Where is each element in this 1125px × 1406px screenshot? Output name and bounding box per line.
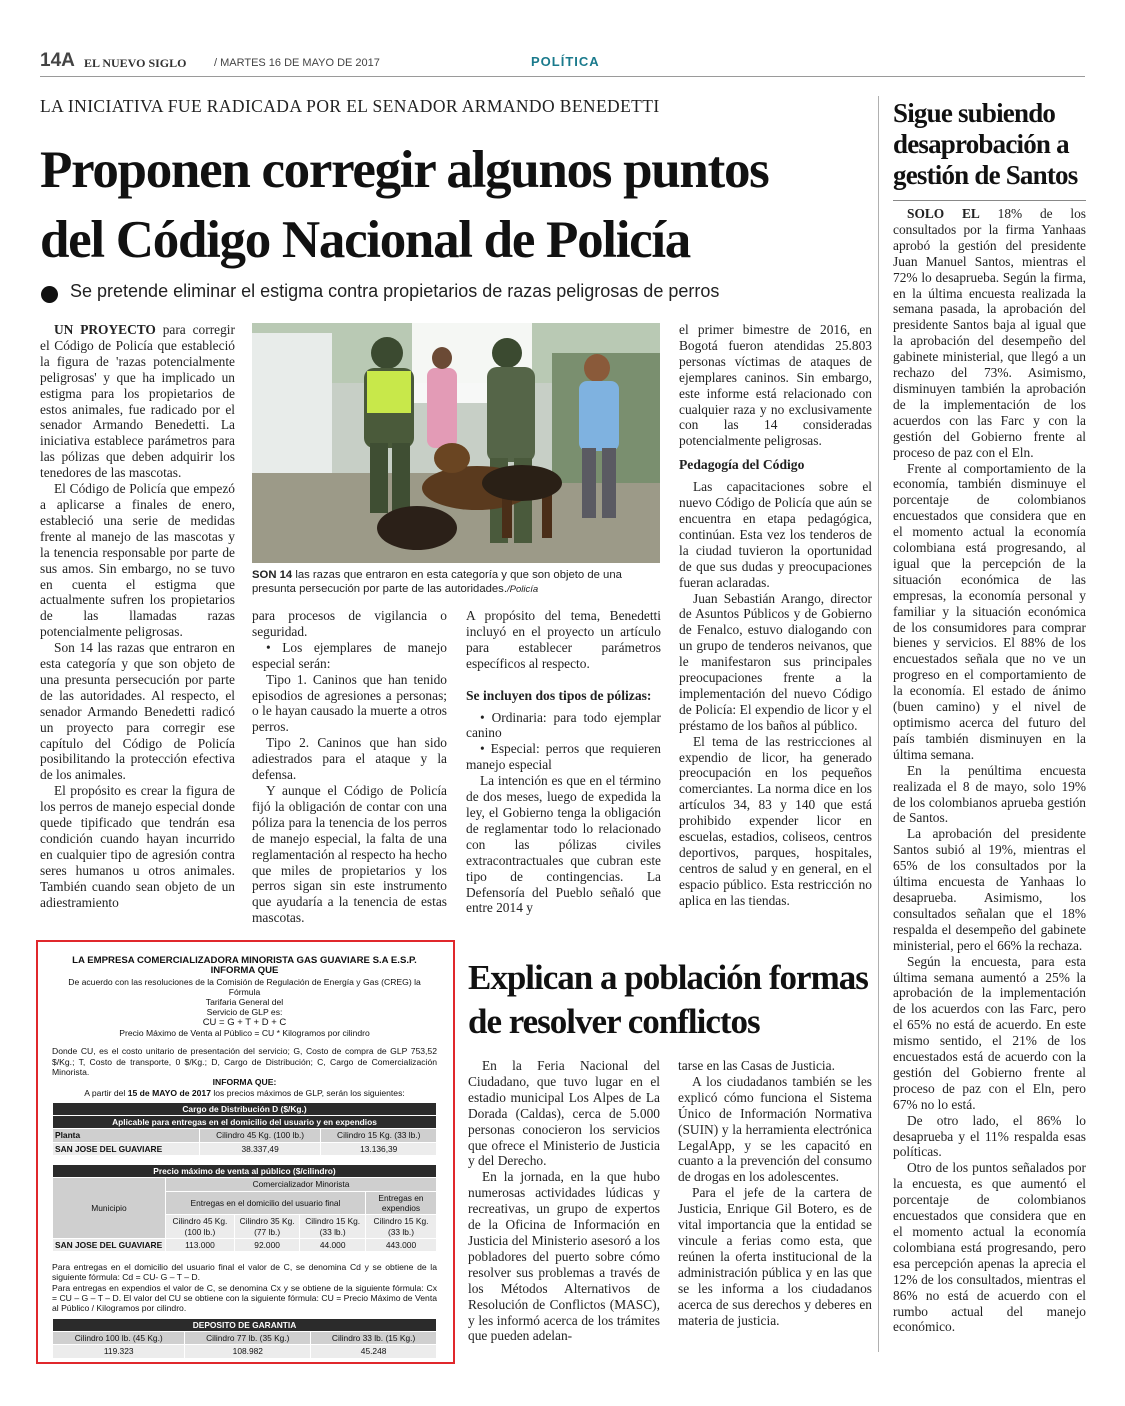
paragraph: En la jornada, en la que hubo numerosas actividades lúdicas y recreativas, un grupo de expertos de la Oficina de Información en Justicia del Ministerio asesoró a los pobladores del puerto sobre cómo resolver sus problemas a través de los Métodos Alternativos de Resolución de Conflictos (MASC), y les informó acerca de los trámites que pueden adelan- xyxy=(468,1169,660,1344)
article-photo xyxy=(252,323,660,563)
paragraph: Según la encuesta, para esta última semana aumentó a 25% la aprobación de la implementación de los acuerdos con las Farc, pero el 65% no está de acuerdo. En este mismo sentido, el 21% de los encuestados está de acuerdo con la gestión del Gobierno frente al proceso de paz con el Eln, pero 67% no lo está. xyxy=(893,953,1086,1112)
max-price-table xyxy=(52,1164,437,1252)
paragraph: Otro de los puntos señalados por la encuesta, es que aumentó el porcentaje de colombianos encuestados que considera que en el momento actual la economía colombiana está progresando, pero esa percepción apenas la aprecia el 12% de los consultados, mientras el 86% no está de acuerdo con el rumbo actual del manejo económico. xyxy=(893,1160,1086,1335)
ad-servicio: Servicio de GLP es: xyxy=(206,1007,283,1018)
paragraph: En la penúltima encuesta realizada el 8 de mayo, solo 19% de los colombianos aprueba gestión de Santos. xyxy=(893,762,1086,826)
paragraph: El Código de Policía que empezó a aplicarse a finales de enero, estableció una serie de medidas frente al manejo de las mascotas y la tenencia responsable por parte de sus amos. Sin embargo, no se tuvo en cuenta el estigma que actualmente sufren los propietarios de las llamadas razas potencialmente peligrosas. xyxy=(40,481,235,640)
table-header: Cilindro 15 Kg. (33 lb.) xyxy=(300,1215,366,1239)
table-cell: 92.000 xyxy=(234,1238,300,1251)
subheadline: Se pretende eliminar el estigma contra propietarios de razas peligrosas de perros xyxy=(70,281,720,301)
table-cell: 108.982 xyxy=(185,1345,311,1358)
table-header: Cilindro 77 lb. (35 Kg.) xyxy=(185,1331,311,1344)
table-header: Cilindro 35 Kg. (77 lb.) xyxy=(234,1215,300,1239)
caption-lead: SON 14 xyxy=(252,569,293,581)
table-cell: 119.323 xyxy=(53,1345,185,1358)
bullet-item: • Especial: perros que requieren manejo especial xyxy=(466,741,661,773)
table-header: Cilindro 45 Kg. (100 lb.) xyxy=(166,1215,235,1239)
paragraph: El propósito es crear la figura de los perros de manejo especial donde quede tipificado que tendrán esa condición cuando hayan incurrido en cualquier tipo de agresión contra seres humanos u otros animales. También cuando sean objeto de un adiestramiento xyxy=(40,783,235,910)
paragraph xyxy=(40,322,235,481)
publication-date: / MARTES 16 DE MAYO DE 2017 xyxy=(214,57,380,69)
paragraph: Son 14 las razas que entraron en esta categoría y que son objeto de una presunta persecución por parte de las autoridades. Al respecto, el senador Armando Benedetti radicó un proyecto para corregir ese capítulo del Código de Policía posibilitando la protección efectiva de los animales. xyxy=(40,640,235,783)
ad-formula-2: Precio Máximo de Venta al Público = CU * Kilogramos por cilindro xyxy=(119,1028,370,1039)
main-column-1 xyxy=(40,322,235,911)
caption-text: las razas que entraron en esta categoría y que son objeto de una presunta persecución por parte de las autoridades. xyxy=(252,569,622,595)
ad-intro: De acuerdo con las resoluciones de la Comisión de Regulación de Energía y Gas (CREG) la Fórmula xyxy=(68,976,421,997)
section-label: POLÍTICA xyxy=(531,54,600,69)
table-subtitle: Aplicable para entregas en el domicilio del usuario y en expendios xyxy=(53,1116,437,1129)
distribution-charge-table xyxy=(52,1102,437,1156)
table-header: Planta xyxy=(53,1129,200,1142)
bullet-item: • Ordinaria: para todo ejemplar canino xyxy=(466,709,661,741)
paragraph: El tema de las restricciones al expendio de licor, ha generado preocupación en los pequeños comerciantes. La norma dice en los artículos 34, 83 y 140 que está prohibido expender licor en escuelas, estadios, coliseos, centros deportivos, parques, hospitales, centros de salud y en general, en el espacio público. Esta restricción no aplica en las tiendas. xyxy=(679,733,872,908)
table-header: Comercializador Minorista xyxy=(166,1178,437,1191)
table-header: Cilindro 15 Kg. (33 lb.) xyxy=(321,1129,437,1142)
table-cell: 38.337,49 xyxy=(199,1142,321,1155)
ad-content xyxy=(52,956,437,1359)
gas-price-advertisement xyxy=(36,940,455,1364)
sidebar-headline: Sigue subiendo desaprobación a gestión de Santos xyxy=(893,98,1078,190)
paragraph: para procesos de vigilancia o seguridad. xyxy=(252,608,447,639)
paragraph: el primer bimestre de 2016, en Bogotá fueron atendidas 25.803 personas víctimas de ataques de ejemplares caninos. Sin embargo, este informe está relacionado con cualquier raza y no exclusivamente con las 14 consideradas potencialmente peligrosas. xyxy=(679,322,872,449)
ad-definitions: Donde CU, es el costo unitario de presentación del servicio; G, Costo de compra de GLP 753,52 $/Kg.; T, Costo de transporte, 0 $/Kg.; D, Cargo de Distribución; C, Cargo de Comercialización Minorista. xyxy=(52,1046,437,1077)
paragraph: Tipo 1. Caninos que han tenido episodios de agresiones a personas; o le hayan causado la muerte a otros perros. xyxy=(252,671,447,735)
table-header: Entregas en expendios xyxy=(365,1191,436,1215)
table-cell: 44.000 xyxy=(300,1238,366,1251)
table-title: DEPOSITO DE GARANTIA xyxy=(53,1318,437,1331)
ad-informa: INFORMA QUE xyxy=(210,965,279,977)
second-column-2 xyxy=(678,1058,872,1328)
bullet-icon xyxy=(41,286,58,303)
column-divider xyxy=(878,96,879,1352)
paragraph: tarse en las Casas de Justicia. xyxy=(678,1058,835,1073)
sidebar-column xyxy=(893,206,1086,1335)
ad-note-2: Para entregas en expendios el valor de C, se denomina Cx y se obtiene de la siguiente fórmula: Cx = CU – G – T – D. El valor del CU se obtiene con la siguiente fórmula: CU = Precio Máximo de Venta al Público / Kilogramos por cilindro. xyxy=(52,1282,437,1314)
subsection-heading: Se incluyen dos tipos de pólizas: xyxy=(466,687,652,703)
paragraph: Las capacitaciones sobre el nuevo Código de Policía que aún se encuentra en etapa pedagógica, continúan. Esta vez los tenderos de la ciudad tuvieron la oportunidad de que sus dudas y preocupaciones fueran aclaradas. xyxy=(679,479,872,590)
paragraph: En la Feria Nacional del Ciudadano, que tuvo lugar en el estadio municipal Los Alpes de La Dorada (Caldas), cerca de 5.000 personas conocieron los servicios que ofrece el Ministerio de Justicia y del Derecho. xyxy=(468,1058,660,1169)
main-column-3 xyxy=(466,608,661,916)
page-number: 14A xyxy=(40,50,75,71)
ad-effective-date xyxy=(52,1088,437,1098)
table-header: Municipio xyxy=(53,1178,166,1238)
sidebar-rule xyxy=(893,200,1086,201)
table-cell: SAN JOSE DEL GUAVIARE xyxy=(53,1142,200,1155)
table-title: Precio máximo de venta al público ($/cilindro) xyxy=(53,1165,437,1178)
table-cell: 13.136,39 xyxy=(321,1142,437,1155)
main-column-2 xyxy=(252,608,447,926)
main-column-4 xyxy=(679,322,872,909)
paragraph: La intención es que en el término de dos meses, luego de expedida la ley, el Gobierno tenga la obligación de reglamentar todo lo relacionado con las pólizas civiles extracontractuales que cubran este tipo de contingencias. La Defensoría del Pueblo señaló que entre 2014 y xyxy=(466,773,661,916)
paragraph: Tipo 2. Caninos que han sido adiestrados para el ataque y la defensa. xyxy=(252,735,447,783)
table-header: Cilindro 45 Kg. (100 lb.) xyxy=(199,1129,321,1142)
subsection-heading: Pedagogía del Código xyxy=(679,457,805,473)
paragraph: A los ciudadanos también se les explicó cómo funciona el Sistema Único de Información Normativa (SUIN) y la herramienta electrónica LegalApp, y se les capacitó en cuanto a la prevención del consumo de drogas en los adolescentes. xyxy=(678,1073,872,1185)
second-headline-line-1: Explican a población formas xyxy=(468,958,868,997)
ad-formula-1: CU = G + T + D + C xyxy=(202,1016,287,1028)
paragraph xyxy=(893,206,1086,461)
date-value: 15 de MAYO de 2017 xyxy=(127,1087,211,1098)
lead-in: UN PROYECTO xyxy=(54,322,156,337)
paragraph: • Los ejemplares de manejo especial serán: xyxy=(252,639,447,671)
newspaper-name: EL NUEVO SIGLO xyxy=(84,56,187,70)
paragraph: La aprobación del presidente Santos subió al 19%, mientras el 65% de los consultados por la última encuesta de Yanhaas lo desaprueba. Asimismo, los consultados señalan que el 18% respalda el desempeño del gabinete ministerial, pero el 66% la rechaza. xyxy=(893,826,1086,953)
table-header: Cilindro 33 lb. (15 Kg.) xyxy=(311,1331,437,1344)
paragraph: De otro lado, el 86% lo desaprueba y el 11% respalda esas políticas. xyxy=(893,1112,1086,1160)
ad-informa-2: INFORMA QUE: xyxy=(212,1077,277,1088)
table-cell: 443.000 xyxy=(365,1238,436,1251)
ad-note-1: Para entregas en el domicilio del usuario final el valor de C, se denomina Cd y se obtiene de la siguiente fórmula: Cd = CU- G – T – D. xyxy=(52,1262,437,1283)
second-column-1 xyxy=(468,1058,660,1344)
paragraph-text: 18% de los consultados por la firma Yanhaas aprobó la gestión del presidente Juan Manuel Santos, mientras el 72% lo desaprueba. Según la firma, en la última encuesta realizada la semana pasada, la aprobación del presidente Santos baja al igual que la aprobación del desempeño del gabinete ministerial, que llegó a un rechazo del 73%. Asimismo, disminuyen también la aprobación de la implementación de los acuerdos con las Farc y con la gestión del Gobierno frente al proceso de paz con el Eln. xyxy=(893,206,1087,460)
police-dogs-photo xyxy=(252,323,660,563)
table-header: Cilindro 15 Kg. (33 lb.) xyxy=(365,1215,436,1239)
paragraph: Juan Sebastián Arango, director de Asuntos Públicos y de Gobierno de Fenalco, estuvo dialogando con un grupo de tenderos neivanos, que le manifestaron sus principales preocupaciones frente a la implementación del nuevo Código de Policía: El expendio de licor y el préstamo de los baños al público. xyxy=(679,590,872,733)
article-kicker: LA INICIATIVA FUE RADICADA POR EL SENADOR ARMANDO BENEDETTI xyxy=(40,96,660,116)
table-header: Cilindro 100 lb. (45 Kg.) xyxy=(53,1331,185,1344)
table-cell: SAN JOSE DEL GUAVIARE xyxy=(53,1238,166,1251)
table-title: Cargo de Distribución D ($/Kg.) xyxy=(53,1102,437,1115)
date-prefix: A partir del xyxy=(84,1087,128,1098)
table-cell: 45.248 xyxy=(311,1345,437,1358)
ad-title: LA EMPRESA COMERCIALIZADORA MINORISTA GAS GUAVIARE S.A E.S.P. xyxy=(72,955,417,966)
date-suffix: los precios máximos de GLP, serán los siguientes: xyxy=(210,1087,405,1098)
ad-tarifaria: Tarifaria General del xyxy=(205,997,284,1008)
second-headline-line-2: de resolver conflictos xyxy=(468,1002,760,1041)
paragraph: Y aunque el Código de Policía fijó la obligación de contar con una póliza para la tenencia de los perros de manejo especial, la falta de una reglamentación al respecto ha hecho que miles de propietarios y los perros sigan sin este instrumento que ayudaría a la tenencia de estas mascotas. xyxy=(252,782,447,926)
page-header xyxy=(40,50,1085,77)
headline-line-1: Proponen corregir algunos puntos xyxy=(40,141,769,199)
table-header: Entregas en el domicilio del usuario final xyxy=(166,1191,366,1215)
photo-caption xyxy=(252,568,662,597)
table-cell: 113.000 xyxy=(166,1238,235,1251)
paragraph: A propósito del tema, Benedetti incluyó en el proyecto un artículo para establecer parámetros específicos al respecto. xyxy=(466,608,661,671)
paragraph-text: para corregir el Código de Policía que estableció la figura de 'razas potencialmente peligrosas' y que ha implicado un estigma para los propietarios de estos animales, fue radicado por el senador Armando Benedetti. La iniciativa establece parámetros para las pólizas que deben adquirir los tenedores de las mascotas. xyxy=(40,322,235,481)
deposit-table xyxy=(52,1318,437,1359)
headline-line-2: del Código Nacional de Policía xyxy=(40,211,691,269)
paragraph: Frente al comportamiento de la economía, también disminuye el porcentaje de colombianos encuestados que considera que en el momento actual la economía colombiana está progresando, al igual que la percepción de la situación económica de las empresas, la economía personal y familiar y la situación económica de los consumidores para comprar bienes y servicios. El 88% de los encuestados señala que no ve un progreso en el comportamiento de la economía. El estado de ánimo (buen camino) y el nivel de optimismo acerca del futuro del país también disminuyen en la última semana. xyxy=(893,460,1086,762)
lead-in: SOLO EL xyxy=(907,206,980,221)
photo-credit: /Policía xyxy=(506,584,539,595)
paragraph: Para el jefe de la cartera de Justicia, Enrique Gil Botero, es de vital importancia que la entidad se vincule a ferias como esta, que reúnen la oferta institucional de la administración pública y en las que se les informa a los ciudadanos acerca de sus derechos y deberes en materia de justicia. xyxy=(678,1185,872,1328)
